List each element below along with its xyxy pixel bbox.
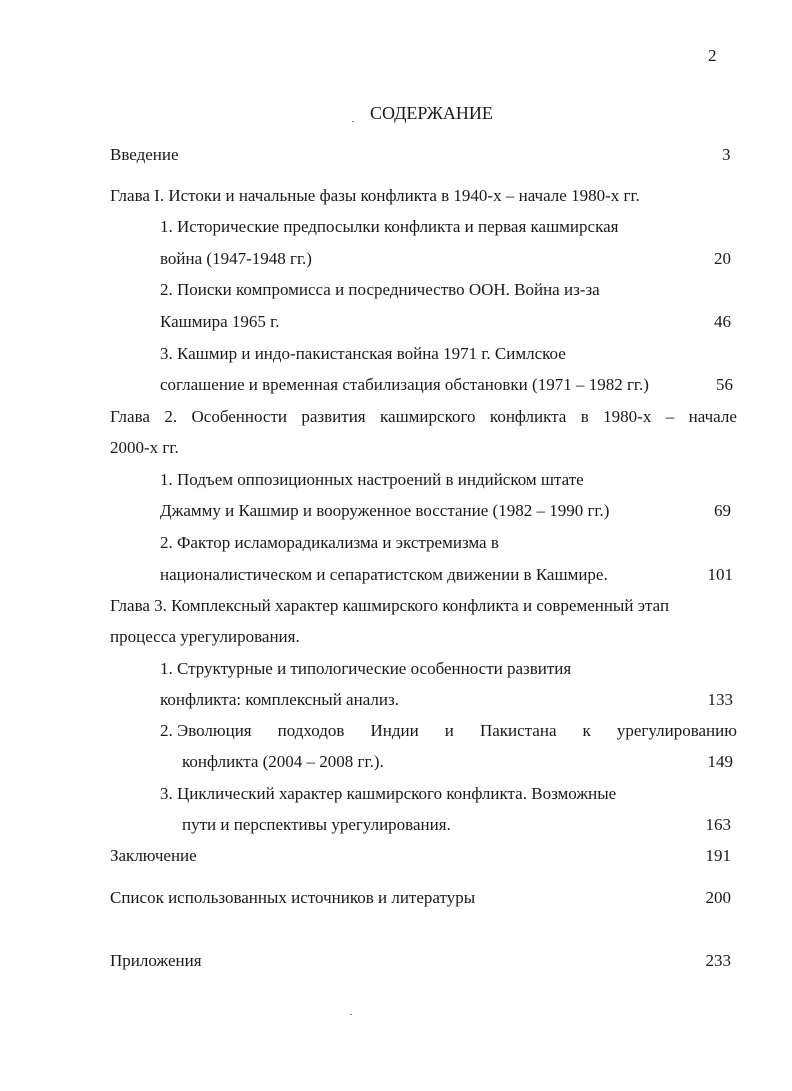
toc-sources-label: Список использованных источников и литературы bbox=[110, 888, 476, 907]
chapter-3-title-line1: Глава 3. Комплексный характер кашмирского конфликта и современный этап bbox=[110, 596, 670, 615]
ch2-title-word: 2. bbox=[164, 407, 178, 426]
ch2-title-word: 1980-х bbox=[603, 407, 652, 426]
ch2-title-word: кашмирского bbox=[380, 407, 476, 426]
ch3-section-1-line1: 1. Структурные и типологические особенности развития bbox=[160, 659, 572, 678]
toc-appendix-page: 233 bbox=[705, 951, 731, 970]
ch1-section-3-line2: соглашение и временная стабилизация обстановки (1971 – 1982 гг.) bbox=[160, 375, 649, 394]
ch3-section-2-line1 bbox=[160, 721, 737, 741]
toc-conclusion-page: 191 bbox=[705, 846, 731, 865]
ch1-section-1-page: 20 bbox=[714, 249, 731, 268]
ch1-section-2-line1: 2. Поиски компромисса и посредничество ООН. Война из-за bbox=[160, 280, 600, 299]
ch3-section-2-page: 149 bbox=[707, 752, 733, 771]
ch3-s2-word: к bbox=[582, 721, 591, 740]
ch2-title-word: Глава bbox=[110, 407, 150, 426]
ch2-title-word: начале bbox=[688, 407, 737, 426]
ch2-section-1-line1: 1. Подъем оппозиционных настроений в индийском штате bbox=[160, 470, 584, 489]
ch3-section-3-page: 163 bbox=[705, 815, 731, 834]
toc-sources-page: 200 bbox=[705, 888, 731, 907]
ch3-section-1-line2: конфликта: комплексный анализ. bbox=[160, 690, 399, 709]
page-number: 2 bbox=[708, 46, 717, 65]
ch1-section-2-page: 46 bbox=[714, 312, 731, 331]
ch2-title-word: конфликта bbox=[489, 407, 567, 426]
toc-title: СОДЕРЖАНИЕ bbox=[370, 103, 493, 123]
ch1-section-1-line2: война (1947-1948 гг.) bbox=[160, 249, 312, 268]
ch3-s2-word: Пакистана bbox=[479, 721, 557, 740]
scan-speck bbox=[350, 1014, 352, 1015]
chapter-2-title-line2: 2000-х гг. bbox=[110, 438, 179, 457]
ch1-section-1-line1: 1. Исторические предпосылки конфликта и первая кашмирская bbox=[160, 217, 619, 236]
ch2-title-word: развития bbox=[301, 407, 366, 426]
ch2-title-word: Особенности bbox=[191, 407, 287, 426]
ch2-section-2-page: 101 bbox=[707, 565, 733, 584]
ch3-section-1-page: 133 bbox=[707, 690, 733, 709]
scan-speck bbox=[352, 121, 354, 122]
toc-intro-page: 3 bbox=[722, 145, 731, 164]
chapter-1-title: Глава I. Истоки и начальные фазы конфликта в 1940-х – начале 1980-х гг. bbox=[110, 186, 640, 205]
ch3-s2-word: 2. Эволюция bbox=[160, 721, 252, 740]
chapter-2-title-line1 bbox=[110, 407, 737, 427]
ch2-section-1-page: 69 bbox=[714, 501, 731, 520]
ch2-title-word: – bbox=[665, 407, 675, 426]
ch3-section-2-line2: конфликта (2004 – 2008 гг.). bbox=[182, 752, 384, 771]
ch3-s2-word: урегулированию bbox=[616, 721, 737, 740]
ch3-s2-word: подходов bbox=[277, 721, 345, 740]
chapter-3-title-line2: процесса урегулирования. bbox=[110, 627, 300, 646]
ch2-section-2-line1: 2. Фактор исламорадикализма и экстремизма в bbox=[160, 533, 499, 552]
toc-conclusion-label: Заключение bbox=[110, 846, 197, 865]
toc-intro-label: Введение bbox=[110, 145, 179, 164]
ch3-section-3-line1: 3. Циклический характер кашмирского конфликта. Возможные bbox=[160, 784, 617, 803]
ch1-section-2-line2: Кашмира 1965 г. bbox=[160, 312, 280, 331]
ch2-section-2-line2: националистическом и сепаратистском движении в Кашмире. bbox=[160, 565, 608, 584]
ch1-section-3-line1: 3. Кашмир и индо-пакистанская война 1971 г. Симлское bbox=[160, 344, 566, 363]
ch3-s2-word: и bbox=[444, 721, 454, 740]
ch3-s2-word: Индии bbox=[370, 721, 419, 740]
ch1-section-3-page: 56 bbox=[716, 375, 733, 394]
ch2-section-1-line2: Джамму и Кашмир и вооруженное восстание (1982 – 1990 гг.) bbox=[160, 501, 610, 520]
toc-appendix-label: Приложения bbox=[110, 951, 202, 970]
ch2-title-word: в bbox=[580, 407, 589, 426]
ch3-section-3-line2: пути и перспективы урегулирования. bbox=[182, 815, 451, 834]
